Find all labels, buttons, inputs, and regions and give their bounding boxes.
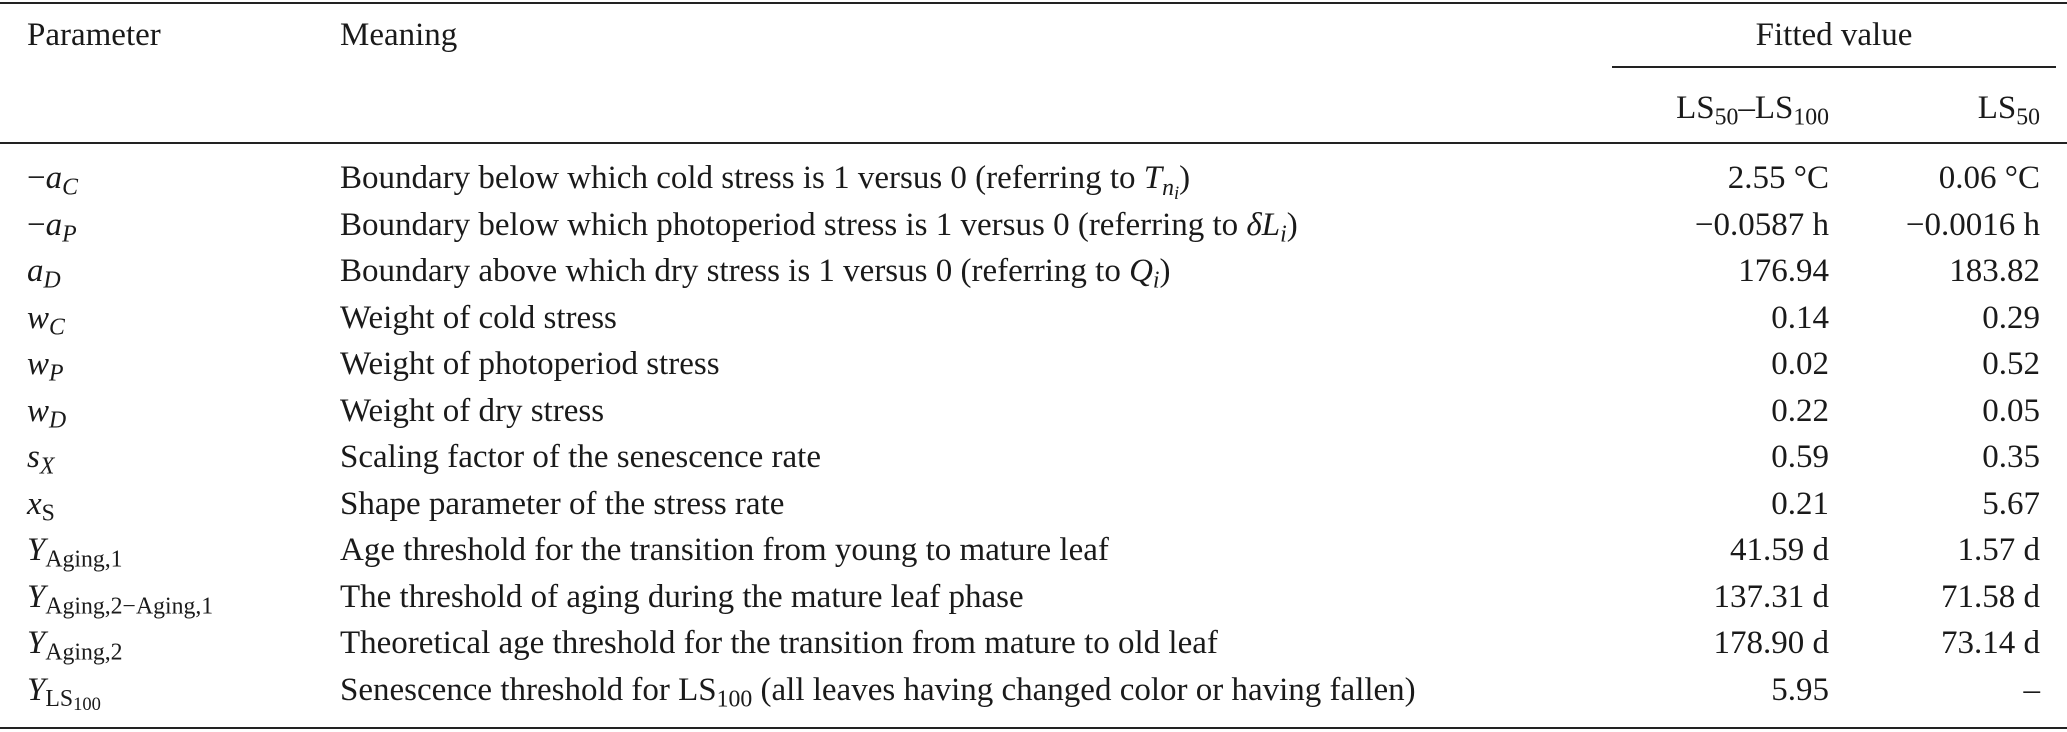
meaning-text: Boundary below which cold stress is 1 versus 0 (referring to xyxy=(340,160,1144,196)
meaning-text: Shape parameter of the stress rate xyxy=(340,485,785,522)
table-row xyxy=(0,620,2067,666)
symbol-base: a xyxy=(27,253,44,289)
symbol-subscript: D xyxy=(43,267,61,294)
symbol-base: a xyxy=(45,206,63,243)
parameter-meaning xyxy=(340,574,1024,620)
symbol-base: Y xyxy=(27,671,46,708)
parameter-symbol xyxy=(27,434,54,480)
symbol-base: w xyxy=(27,299,50,336)
fitted-value-ls50-ls100: 0.22 xyxy=(1771,392,1829,429)
meaning-text-end: (all leaves having changed color or having fallen) xyxy=(752,671,1416,708)
fitted-value-ls50-ls100: 41.59 d xyxy=(1730,532,1829,568)
parameter-meaning xyxy=(340,341,720,387)
header-ls50: $LS_{50}$ xyxy=(1977,90,2040,131)
fitted-value-ls50: – xyxy=(2023,671,2040,708)
parameter-meaning xyxy=(340,202,1298,248)
fitted-value-ls50-ls100: 5.95 xyxy=(1771,671,1829,708)
table-bottom-rule xyxy=(0,727,2067,729)
meaning-text: Age threshold for the transition from young to mature leaf xyxy=(340,532,1109,568)
parameter-symbol xyxy=(27,620,123,666)
fitted-value-ls50: 183.82 xyxy=(1949,253,2040,289)
symbol-subscript: C xyxy=(49,314,65,341)
fitted-value-ls50: 0.05 xyxy=(1982,392,2040,429)
parameter-meaning xyxy=(340,620,1218,666)
parameter-symbol xyxy=(27,202,77,248)
header-fitted-value: Fitted value xyxy=(1755,17,1913,53)
symbol-base: s xyxy=(27,439,40,475)
table-row xyxy=(0,202,2067,248)
parameter-symbol xyxy=(27,295,65,341)
parameter-meaning xyxy=(340,527,1109,573)
symbol-subscript: Aging,2 xyxy=(45,639,123,666)
table-top-rule xyxy=(0,2,2067,4)
header-ls50-ls100: $LS_{50}-LS_{100}$ xyxy=(1676,90,1829,131)
meaning-text: Weight of cold stress xyxy=(340,299,617,336)
parameter-meaning xyxy=(340,481,784,527)
symbol-subscript: P xyxy=(62,221,77,248)
table-row xyxy=(0,295,2067,341)
symbol-base: w xyxy=(27,346,50,382)
parameter-meaning xyxy=(340,388,604,434)
symbol-base: Y xyxy=(27,578,46,615)
symbol-base: Y xyxy=(27,532,46,568)
meaning-text-end: ) xyxy=(1286,206,1298,243)
fitted-value-ls50: 1.57 d xyxy=(1957,532,2040,568)
fitted-value-ls50: 0.52 xyxy=(1982,346,2040,382)
parameter-symbol xyxy=(27,248,61,294)
symbol-subsubscript: 100 xyxy=(73,694,101,716)
meaning-text: Boundary above which dry stress is 1 versus 0 (referring to xyxy=(340,253,1130,289)
fitted-value-ls50-ls100: 178.90 d xyxy=(1713,625,1829,661)
parameter-symbol xyxy=(27,527,123,573)
symbol-subscript: P xyxy=(49,360,64,387)
fitted-value-ls50-ls100: 0.14 xyxy=(1771,299,1829,336)
meaning-text-end: ) xyxy=(1179,160,1191,196)
fitted-value-ls50-ls100: 176.94 xyxy=(1738,253,1829,289)
meaning-text: Theoretical age threshold for the transition from mature to old leaf xyxy=(340,625,1218,661)
meaning-text-end: ) xyxy=(1159,253,1171,289)
parameter-symbol xyxy=(27,388,66,434)
symbol-subscript: X xyxy=(39,453,55,480)
parameter-meaning xyxy=(340,295,617,341)
fitted-value-ls50-ls100: 0.02 xyxy=(1771,346,1829,382)
meaning-text: Scaling factor of the senescence rate xyxy=(340,439,821,475)
symbol-base: a xyxy=(45,160,63,196)
fitted-value-ls50-ls100: −0.0587 h xyxy=(1694,206,1829,243)
table-row xyxy=(0,527,2067,573)
parameter-symbol xyxy=(27,341,64,387)
fitted-value-ls50: 73.14 d xyxy=(1941,625,2040,661)
symbol-base: w xyxy=(27,392,50,429)
fitted-value-ls50: 71.58 d xyxy=(1941,578,2040,615)
parameter-meaning xyxy=(340,248,1171,294)
table-row xyxy=(0,434,2067,480)
fitted-value-ls50-ls100: 0.59 xyxy=(1771,439,1829,475)
meaning-variable-subscript: i xyxy=(1280,221,1287,248)
symbol-sign: − xyxy=(27,160,46,196)
symbol-base: Y xyxy=(27,625,46,661)
meaning-text: Senescence threshold for LS xyxy=(340,671,717,708)
symbol-subscript: Aging,2−Aging,1 xyxy=(45,593,214,620)
table-row xyxy=(0,155,2067,204)
parameter-symbol xyxy=(27,667,101,716)
table-row xyxy=(0,341,2067,387)
meaning-variable-subscript: ni xyxy=(1162,174,1180,204)
header-meaning: Meaning xyxy=(340,17,458,53)
symbol-subscript: C xyxy=(62,174,78,201)
symbol-subscript: LS100 xyxy=(45,686,101,716)
symbol-sign: − xyxy=(27,206,46,243)
parameter-symbol xyxy=(27,574,213,620)
meaning-variable-subsubscript: i xyxy=(1173,182,1180,204)
parameter-meaning xyxy=(340,667,1416,713)
table-row xyxy=(0,388,2067,434)
symbol-base: x xyxy=(27,485,42,522)
fitted-value-ls50: −0.0016 h xyxy=(1905,206,2040,243)
table-row xyxy=(0,574,2067,620)
header-parameter: Parameter xyxy=(27,17,161,53)
parameter-symbol xyxy=(27,481,55,527)
meaning-text: Boundary below which photoperiod stress is 1 versus 0 (referring to xyxy=(340,206,1247,243)
parameter-meaning xyxy=(340,434,821,480)
meaning-variable: $T_{n_i}$ xyxy=(1143,160,1180,204)
table-header-rule xyxy=(0,142,2067,144)
symbol-subscript: Aging,1 xyxy=(45,546,123,573)
meaning-text: The threshold of aging during the mature leaf phase xyxy=(340,578,1024,615)
meaning-variable: $Q_i$ xyxy=(1129,253,1160,294)
meaning-variable-subscript: i xyxy=(1152,267,1160,294)
fitted-value-ls50-ls100: 137.31 d xyxy=(1713,578,1829,615)
symbol-subscript: D xyxy=(49,407,67,434)
fitted-value-ls50: 0.06 °C xyxy=(1938,160,2040,196)
table-row xyxy=(0,667,2067,716)
meaning-text: Weight of photoperiod stress xyxy=(340,346,720,382)
fitted-value-ls50: 0.35 xyxy=(1982,439,2040,475)
fitted-value-rule xyxy=(1612,66,2056,68)
table-row xyxy=(0,248,2067,294)
meaning-text: Weight of dry stress xyxy=(340,392,605,429)
meaning-variable: $\delta L_i$ xyxy=(1246,206,1287,248)
fitted-value-ls50-ls100: 2.55 °C xyxy=(1727,160,1829,196)
fitted-value-ls50: 0.29 xyxy=(1982,299,2040,336)
parameter-symbol xyxy=(27,155,78,201)
fitted-value-ls50: 5.67 xyxy=(1982,485,2040,522)
fitted-value-ls50-ls100: 0.21 xyxy=(1771,485,1829,522)
meaning-subscript: 100 xyxy=(716,686,753,713)
symbol-subscript: S xyxy=(41,500,55,527)
table-row xyxy=(0,481,2067,527)
parameter-meaning xyxy=(340,155,1191,204)
